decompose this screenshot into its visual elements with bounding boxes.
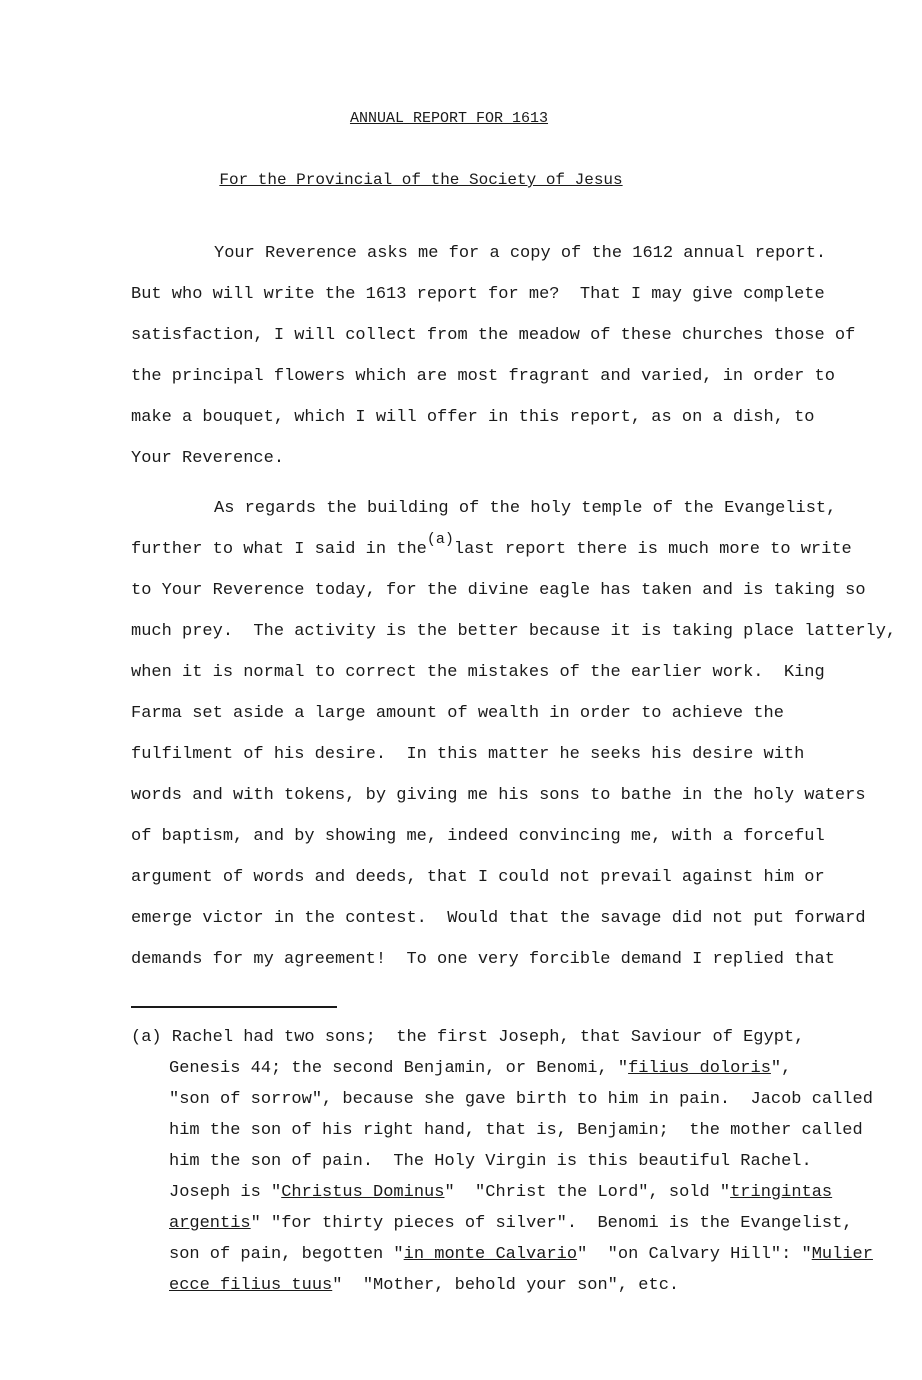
document-title: ANNUAL REPORT FOR 1613 <box>349 110 549 127</box>
text-line: But who will write the 1613 report for me? That I may give complete <box>131 285 825 304</box>
text-line: Your Reverence. <box>131 449 285 468</box>
text-fragment: ", <box>770 1059 792 1078</box>
text-line: much prey. The activity is the better because it is taking place latterly, <box>131 622 897 641</box>
latin-phrase: filius doloris <box>628 1059 771 1078</box>
text-line: of baptism, and by showing me, indeed convincing me, with a forceful <box>131 827 825 846</box>
text-line: emerge victor in the contest. Would that the savage did not put forward <box>131 909 866 928</box>
footnote-line <box>169 1212 853 1236</box>
text-line: the principal flowers which are most fragrant and varied, in order to <box>131 367 835 386</box>
text-line: As regards the building of the holy temple of the Evangelist, <box>214 499 837 518</box>
text-line <box>131 531 852 562</box>
text-fragment: son of pain, begotten " <box>169 1245 404 1264</box>
text-fragment: " "Christ the Lord", sold " <box>444 1183 731 1202</box>
text-fragment: " "for thirty pieces of silver". Benomi is the Evangelist, <box>250 1214 853 1233</box>
footnote-line: him the son of his right hand, that is, Benjamin; the mother called <box>169 1121 863 1140</box>
latin-phrase: Mulier <box>811 1245 873 1264</box>
text-fragment: " "on Calvary Hill": " <box>577 1245 812 1264</box>
footnote-marker: (a) <box>426 531 454 548</box>
text-fragment: Genesis 44; the second Benjamin, or Benomi, " <box>169 1059 629 1078</box>
text-line: when it is normal to correct the mistakes of the earlier work. King <box>131 663 825 682</box>
latin-phrase: in monte Calvario <box>403 1245 578 1264</box>
latin-phrase: tringintas <box>730 1183 833 1202</box>
text-line: to Your Reverence today, for the divine eagle has taken and is taking so <box>131 581 866 600</box>
footnote-line <box>169 1274 679 1298</box>
text-line: Farma set aside a large amount of wealth in order to achieve the <box>131 704 784 723</box>
document-subtitle: For the Provincial of the Society of Jesus <box>219 171 623 189</box>
latin-phrase: Christus Dominus <box>281 1183 445 1202</box>
footnote-line <box>169 1181 832 1205</box>
text-line: demands for my agreement! To one very forcible demand I replied that <box>131 950 835 969</box>
latin-phrase: argentis <box>169 1214 251 1233</box>
footnote-line <box>169 1057 791 1081</box>
latin-phrase: ecce filius tuus <box>169 1276 333 1295</box>
text-line: fulfilment of his desire. In this matter he seeks his desire with <box>131 745 805 764</box>
text-line: argument of words and deeds, that I could not prevail against him or <box>131 868 825 887</box>
footnote-line: "son of sorrow", because she gave birth to him in pain. Jacob called <box>169 1090 873 1109</box>
text-fragment: " "Mother, behold your son", etc. <box>332 1276 680 1295</box>
text-line: words and with tokens, by giving me his sons to bathe in the holy waters <box>131 786 866 805</box>
text-line: satisfaction, I will collect from the meadow of these churches those of <box>131 326 856 345</box>
footnote-line: him the son of pain. The Holy Virgin is this beautiful Rachel. <box>169 1152 812 1171</box>
footnote-line <box>169 1243 873 1267</box>
text-line: Your Reverence asks me for a copy of the 1612 annual report. <box>214 244 827 263</box>
footnote-divider <box>131 1006 337 1008</box>
footnote-line: (a) Rachel had two sons; the first Joseph, that Saviour of Egypt, <box>131 1028 805 1047</box>
text-line: make a bouquet, which I will offer in this report, as on a dish, to <box>131 408 815 427</box>
text-fragment: last report there is much more to write <box>453 540 852 559</box>
text-fragment: Joseph is " <box>169 1183 282 1202</box>
text-fragment: further to what I said in the <box>131 540 427 559</box>
